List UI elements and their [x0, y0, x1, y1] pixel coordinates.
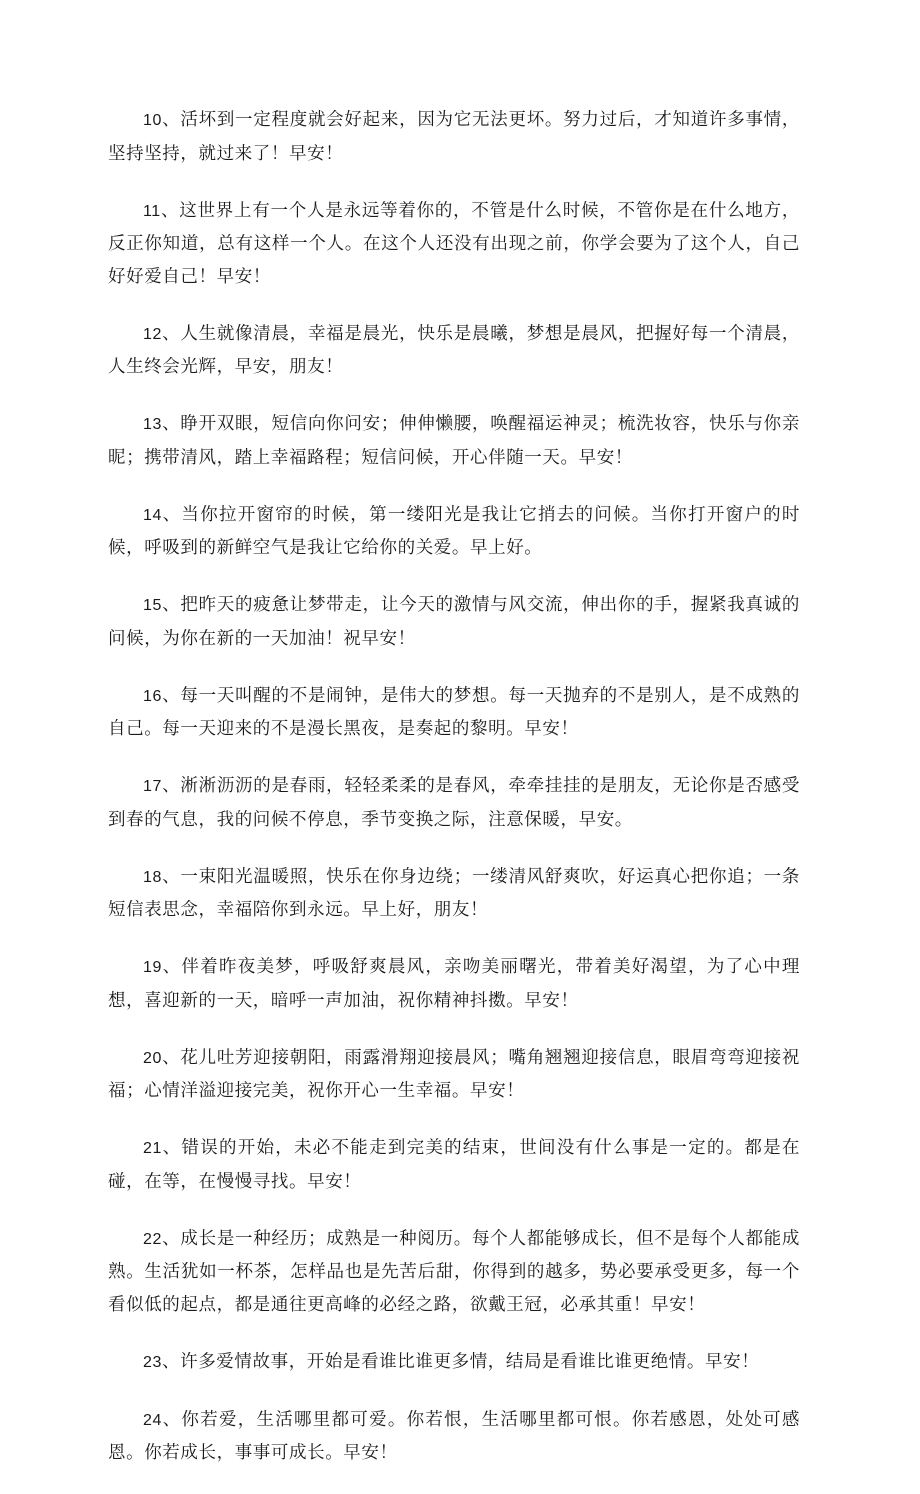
paragraph-10 — [108, 104, 800, 170]
paragraph-text: 、许多爱情故事，开始是看谁比谁更多情，结局是看谁比谁更绝情。早安！ — [162, 1351, 760, 1372]
paragraph-number: 17 — [143, 778, 162, 795]
paragraph-number: 19 — [143, 959, 162, 976]
paragraph-19 — [108, 951, 800, 1017]
paragraph-18 — [108, 861, 800, 927]
paragraph-number: 23 — [143, 1353, 162, 1371]
paragraph-number: 22 — [143, 1230, 162, 1248]
paragraph-21 — [108, 1132, 800, 1198]
paragraph-number: 13 — [143, 416, 162, 433]
paragraph-15 — [108, 589, 800, 655]
paragraph-number: 24 — [143, 1411, 162, 1429]
paragraph-number: 20 — [143, 1049, 162, 1067]
paragraph-text: 、伴着昨夜美梦，呼吸舒爽晨风，亲吻美丽曙光，带着美好渴望，为了心中理想，喜迎新的一天，暗呼一声加油，祝你精神抖擞。早安！ — [108, 957, 800, 1011]
paragraph-number: 10 — [143, 112, 162, 129]
paragraph-24 — [108, 1404, 800, 1470]
paragraph-20 — [108, 1042, 800, 1108]
paragraph-text: 、一束阳光温暖照，快乐在你身边绕；一缕清风舒爽吹，好运真心把你追；一条短信表思念，幸福陪你到永远。早上好，朋友！ — [108, 866, 800, 920]
paragraph-number: 11 — [143, 202, 161, 220]
paragraph-13 — [108, 408, 800, 474]
paragraph-text: 、你若爱，生活哪里都可爱。你若恨，生活哪里都可恨。你若感恩，处处可感恩。你若成长，事事可成长。早安！ — [108, 1409, 800, 1463]
paragraph-22 — [108, 1223, 800, 1322]
paragraph-text: 、睁开双眼，短信向你问安；伸伸懒腰，唤醒福运神灵；梳洗妆容，快乐与你亲昵；携带清风，踏上幸福路程；短信问候，开心伴随一天。早安！ — [108, 414, 800, 468]
paragraph-text: 、每一天叫醒的不是闹钟，是伟大的梦想。每一天抛弃的不是别人，是不成熟的自己。每一天迎来的不是漫长黑夜，是奏起的黎明。早安！ — [108, 685, 800, 739]
paragraph-text: 、活坏到一定程度就会好起来，因为它无法更坏。努力过后，才知道许多事情，坚持坚持，就过来了！早安！ — [108, 110, 800, 164]
paragraph-number: 15 — [143, 597, 162, 614]
paragraph-text: 、人生就像清晨，幸福是晨光，快乐是晨曦，梦想是晨风，把握好每一个清晨，人生终会光辉，早安，朋友！ — [108, 323, 800, 377]
paragraph-23 — [108, 1346, 800, 1380]
paragraph-text: 、成长是一种经历；成熟是一种阅历。每个人都能够成长，但不是每个人都能成熟。生活犹如一杯茶，怎样品也是先苦后甜，你得到的越多，势必要承受更多，每一个看似低的起点，都是通往更高峰的必经之路，欲戴王冠，必承其重！早安！ — [108, 1228, 800, 1315]
paragraph-text: 、花儿吐芳迎接朝阳，雨露滑翔迎接晨风；嘴角翘翘迎接信息，眼眉弯弯迎接祝福；心情洋溢迎接完美，祝你开心一生幸福。早安！ — [108, 1047, 800, 1101]
document-body — [108, 104, 800, 1494]
paragraph-text: 、当你拉开窗帘的时候，第一缕阳光是我让它捎去的问候。当你打开窗户的时候，呼吸到的新鲜空气是我让它给你的关爱。早上好。 — [108, 504, 800, 558]
paragraph-text: 、淅淅沥沥的是春雨，轻轻柔柔的是春风，牵牵挂挂的是朋友，无论你是否感受到春的气息，我的问候不停息，季节变换之际，注意保暖，早安。 — [108, 776, 800, 830]
paragraph-number: 16 — [143, 687, 162, 705]
paragraph-14 — [108, 499, 800, 565]
paragraph-number: 21 — [143, 1140, 162, 1157]
paragraph-16 — [108, 680, 800, 746]
paragraph-number: 12 — [143, 325, 162, 343]
paragraph-text: 、错误的开始，未必不能走到完美的结束，世间没有什么事是一定的。都是在碰，在等，在慢慢寻找。早安！ — [108, 1138, 800, 1192]
paragraph-number: 14 — [143, 506, 162, 524]
paragraph-text: 、这世界上有一个人是永远等着你的，不管是什么时候，不管你是在什么地方，反正你知道，总有这样一个人。在这个人还没有出现之前，你学会要为了这个人，自己好好爱自己！早安！ — [108, 200, 800, 287]
paragraph-11 — [108, 195, 800, 294]
paragraph-12 — [108, 318, 800, 384]
paragraph-text: 、把昨天的疲惫让梦带走，让今天的激情与风交流，伸出你的手，握紧我真诚的问候，为你在新的一天加油！祝早安！ — [108, 595, 800, 649]
paragraph-number: 18 — [143, 868, 162, 886]
paragraph-17 — [108, 770, 800, 836]
